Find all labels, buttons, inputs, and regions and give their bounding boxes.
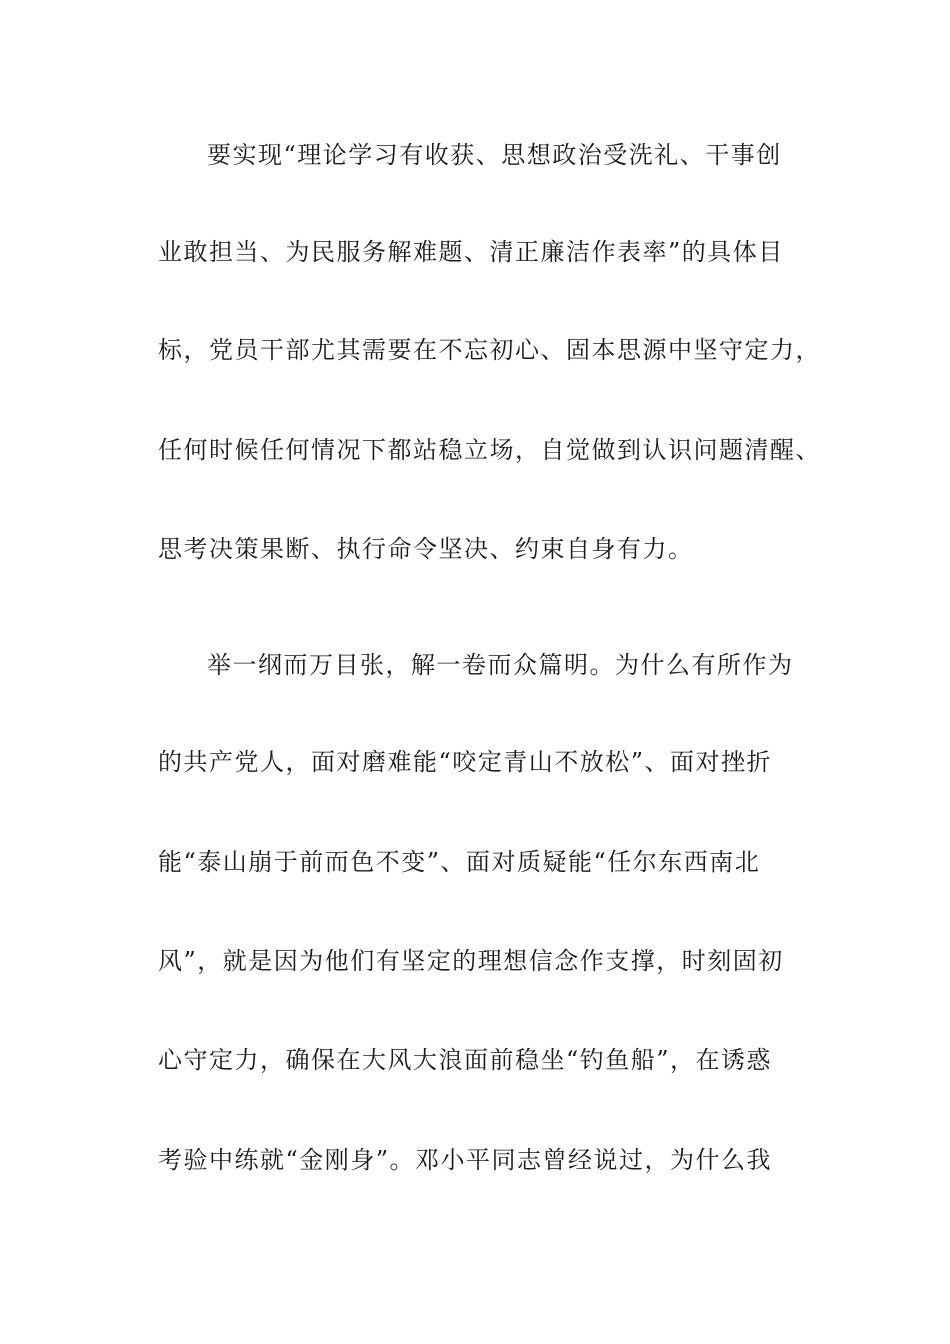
text-line: 业敢担当、为民服务解难题、清正廉洁作表率”的具体目 — [158, 238, 784, 266]
text-line: 心守定力，确保在大风大浪面前稳坐“钓鱼船”，在诱惑 — [158, 1046, 773, 1074]
text-line: 要实现“理论学习有收获、思想政治受洗礼、干事创 — [207, 141, 782, 169]
text-line: 风”，就是因为他们有坚定的理想信念作支撑，时刻固初 — [158, 947, 784, 975]
text-line: 任何时候任何情况下都站稳立场，自觉做到认识问题清醒、 — [158, 436, 821, 464]
text-line: 的共产党人，面对磨难能“咬定青山不放松”、面对挫折 — [158, 748, 773, 776]
text-line: 标，党员干部尤其需要在不忘初心、固本思源中坚守定力， — [158, 336, 821, 364]
text-line: 考验中练就“金刚身”。邓小平同志曾经说过，为什么我 — [158, 1146, 773, 1174]
text-line: 举一纲而万目张，解一卷而众篇明。为什么有所作为 — [207, 651, 794, 679]
text-line: 思考决策果断、执行命令坚决、约束自身有力。 — [158, 535, 694, 563]
text-line: 能“泰山崩于前而色不变”、面对质疑能“任尔东西南北 — [158, 848, 761, 876]
